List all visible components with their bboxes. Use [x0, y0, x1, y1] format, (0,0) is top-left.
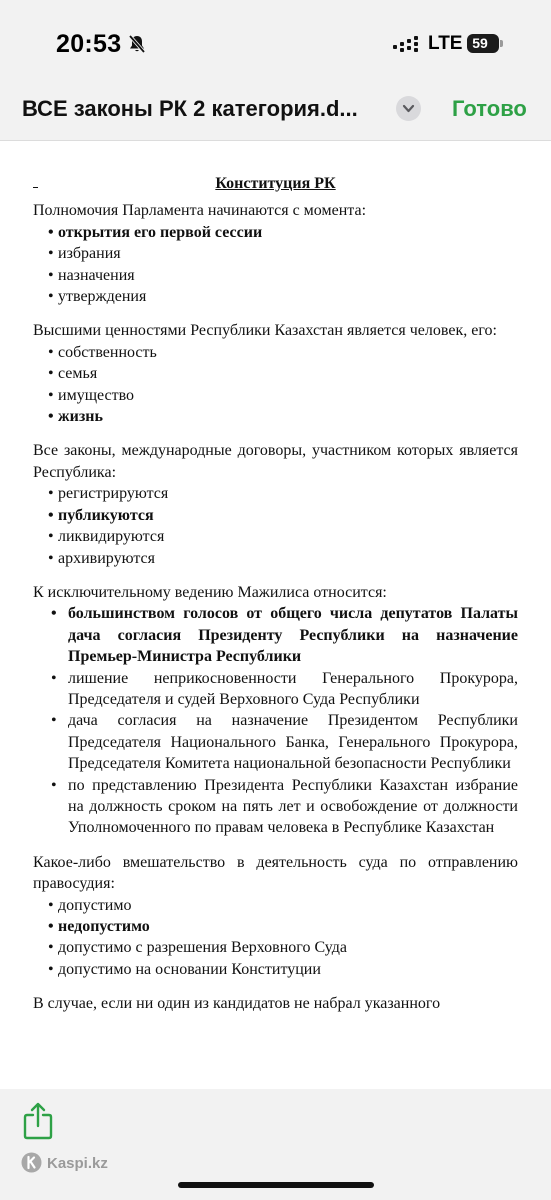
chevron-down-icon [396, 96, 421, 121]
document-heading: Конституция РК [215, 175, 336, 192]
battery-icon [467, 34, 499, 53]
answer-option: • ликвидируются [48, 528, 165, 546]
kaspi-logo-icon [21, 1152, 42, 1173]
network-type: LTE [428, 33, 463, 54]
document-content [33, 173, 518, 1015]
answer-option: • собственность [48, 343, 157, 361]
battery-level: 59 [472, 35, 488, 51]
answer-option: • семья [48, 365, 98, 383]
answer-list [33, 603, 518, 838]
answer-option: • утверждения [48, 288, 147, 306]
answer-list [33, 483, 518, 569]
bell-slash-icon [127, 34, 147, 54]
answer-list [33, 342, 518, 428]
kaspi-brand: Kaspi.kz [47, 1155, 108, 1172]
question-text: В случае, если ни один из кандидатов не набрал указанного [33, 995, 441, 1013]
battery-tip [500, 40, 503, 47]
answer-option: • допустимо [48, 896, 132, 914]
answer-option: • назначения [48, 266, 135, 284]
title-menu-button[interactable] [396, 96, 421, 121]
answer-list [33, 895, 518, 981]
answer-option: • имущество [48, 386, 135, 404]
answer-option-correct: • недопустимо [48, 918, 150, 935]
answer-option: • дача согласия на назначение Президентом Республики Председателя Национального Банка, Генерального Прокурора, Председателя Комитета национальной безопасности Республики [51, 712, 518, 773]
answer-option: • по представлению Президента Республики Казахстан избрание на должность сроком на пять лет и освобождение от должности Уполномоченного по правам человека в Республике Казахстан [51, 776, 518, 837]
answer-option: • допустимо с разрешения Верховного Суда [48, 939, 347, 957]
answer-option-correct: • публикуются [48, 506, 154, 524]
answer-option: • регистрируются [48, 485, 169, 503]
answer-option: • архивируются [48, 549, 155, 567]
question-text: К исключительному ведению Мажилиса относится: [33, 583, 387, 601]
question-text: Какое-либо вмешательство в деятельность суда по отправлению правосудия: [33, 853, 518, 893]
question-text: Полномочия Парламента начинаются с момента: [33, 202, 367, 220]
stray-dash [33, 187, 38, 188]
answer-option: • допустимо на основании Конституции [48, 960, 321, 978]
share-icon[interactable] [22, 1102, 54, 1140]
answer-option: • избрания [48, 245, 121, 263]
answer-option-correct: • открытия его первой сессии [48, 223, 263, 241]
home-indicator[interactable] [178, 1182, 374, 1188]
answer-option-correct: • жизнь [48, 408, 103, 426]
document-page[interactable] [0, 141, 551, 1089]
answer-option-correct: • большинством голосов от общего числа депутатов Палаты дача согласия Президенту Республики на назначение Премьер-Министра Республики [51, 605, 518, 666]
signal-icon [393, 36, 421, 52]
answer-option: • лишение неприкосновенности Генерального Прокурора, Председателя и судей Верховного Суда Республики [51, 669, 518, 708]
document-title[interactable]: ВСЕ законы РК 2 категория.d... [22, 96, 358, 121]
question-text: Все законы, международные договоры, участником которых является Республика: [33, 442, 518, 481]
status-time: 20:53 [56, 30, 122, 58]
question-text: Высшими ценностями Республики Казахстан является человек, его: [33, 322, 497, 340]
answer-list [33, 222, 518, 308]
done-button[interactable]: Готово [452, 96, 527, 121]
